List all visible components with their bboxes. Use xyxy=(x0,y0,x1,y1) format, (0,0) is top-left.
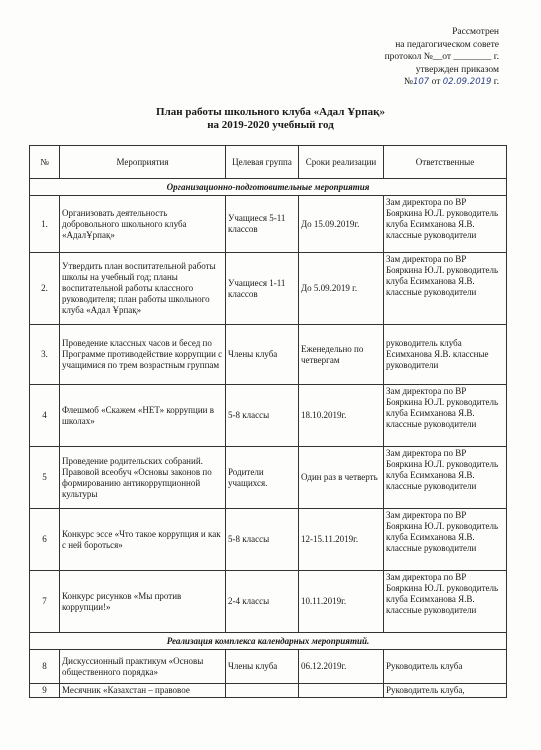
order-suffix: г. xyxy=(491,77,499,87)
row-num: 5 xyxy=(30,447,60,509)
row-event: Конкурс рисунков «Мы против коррупции!» xyxy=(60,571,226,633)
row-term: 18.10.2019г. xyxy=(299,385,384,447)
row-resp: Руководитель клуба xyxy=(384,650,507,684)
row-resp: Руководитель клуба, xyxy=(384,684,507,698)
row-term: До 15.09.2019г. xyxy=(299,196,384,253)
row-resp: Зам директора по ВР Бояркина Ю.Л. руководитель клуба Есимханова Я.В. классные руководители xyxy=(384,447,507,509)
row-event: Месячник «Казахстан – правовое xyxy=(60,684,226,698)
row-term: 12-15.11.2019г. xyxy=(299,509,384,571)
row-group: 5-8 классы xyxy=(226,509,299,571)
row-event: Проведение классных часов и бесед по Программе противодействие коррупции с учащимися по трем возрастным группам xyxy=(60,325,226,385)
order-mid: от xyxy=(429,77,443,87)
approval-line-1: Рассмотрен xyxy=(452,27,499,37)
title-line-2: на 2019-2020 учебный год xyxy=(207,119,334,131)
table-row xyxy=(30,509,507,571)
row-group: Члены клуба xyxy=(226,650,299,684)
table-row xyxy=(30,684,507,698)
row-term: До 5.09.2019 г. xyxy=(299,253,384,325)
row-group: 5-8 классы xyxy=(226,385,299,447)
row-group: Учащиеся 1-11 классов xyxy=(226,253,299,325)
approval-line-5 xyxy=(385,76,499,89)
section-row xyxy=(30,179,507,196)
approval-line-3: протокол №__от ________ г. xyxy=(384,52,499,62)
table-row xyxy=(30,571,507,633)
row-term: Еженедельно по четвергам xyxy=(299,325,384,385)
row-resp: Зам директора по ВР Бояркина Ю.Л. руководитель клуба Есимханова Я.В. классные руководители xyxy=(384,196,507,253)
row-num: 8 xyxy=(30,650,60,684)
header-term: Сроки реализации xyxy=(299,146,384,179)
row-group: Члены клуба xyxy=(226,325,299,385)
order-number: 107 xyxy=(412,77,430,87)
header-num: № xyxy=(30,146,60,179)
header-event: Мероприятия xyxy=(60,146,226,179)
document-title xyxy=(0,106,541,132)
approval-line-2: на педагогическом совете xyxy=(395,39,499,50)
header-resp: Ответственные xyxy=(384,146,507,179)
row-term: 10.11.2019г. xyxy=(299,571,384,633)
row-event: Дискуссионный практикум «Основы общественного порядка» xyxy=(60,650,226,684)
section-row xyxy=(30,633,507,650)
section-title-1: Организационно-подготовительные мероприятия xyxy=(30,179,507,196)
section-title-2: Реализация комплекса календарных мероприятий. xyxy=(30,633,507,650)
row-num: 6 xyxy=(30,509,60,571)
row-term: 06.12.2019г. xyxy=(299,650,384,684)
row-resp: Зам директора по ВР Бояркина Ю.Л. руководитель клуба Есимханова Я.В. классные руководители xyxy=(384,253,507,325)
order-prefix: № xyxy=(403,77,413,87)
row-event: Организовать деятельность добровольного школьного клуба «АдалҰрпақ» xyxy=(60,196,226,253)
order-date: 02.09.2019 xyxy=(442,77,492,87)
row-num: 9 xyxy=(30,684,60,698)
table-row xyxy=(30,253,507,325)
title-line-1: План работы школьного клуба «Адал Ұрпақ» xyxy=(156,106,385,118)
row-event: Проведение родительских собраний. Правовой всеобуч «Основы законов по формированию антикоррупционной культуры xyxy=(60,447,226,509)
table-row xyxy=(30,325,507,385)
approval-stamp xyxy=(385,26,499,89)
row-num: 2. xyxy=(30,253,60,325)
row-group: Учащиеся 5-11 классов xyxy=(226,196,299,253)
table-row xyxy=(30,650,507,684)
row-num: 4 xyxy=(30,385,60,447)
row-resp: Зам директора по ВР Бояркина Ю.Л. руководитель клуба Есимханова Я.В. классные руководители xyxy=(384,509,507,571)
row-resp: Зам директора по ВР Бояркина Ю.Л. руководитель клуба Есимханова Я.В. классные руководители xyxy=(384,571,507,633)
table-row xyxy=(30,447,507,509)
row-term: Один раз в четверть xyxy=(299,447,384,509)
row-event: Флешмоб «Скажем «НЕТ» коррупции в школах» xyxy=(60,385,226,447)
row-resp: Зам директора по ВР Бояркина Ю.Л. руководитель клуба Есимханова Я.В. классные руководители xyxy=(384,385,507,447)
table-row xyxy=(30,196,507,253)
row-num: 3. xyxy=(30,325,60,385)
approval-line-4: утвержден приказом xyxy=(415,64,499,75)
row-term xyxy=(299,684,384,698)
header-group: Целевая группа xyxy=(226,146,299,179)
row-group: Родители учащихся. xyxy=(226,447,299,509)
row-group: 2-4 классы xyxy=(226,571,299,633)
row-event: Конкурс эссе «Что такое коррупция и как с ней бороться» xyxy=(60,509,226,571)
row-resp: руководитель клуба Есимханова Я.В. классные руководители xyxy=(384,325,507,385)
row-event: Утвердить план воспитательной работы школы на учебный год; планы воспитательной работы классного руководителя; план работы школьного клуба «Адал Ұрпақ» xyxy=(60,253,226,325)
row-num: 7 xyxy=(30,571,60,633)
plan-table xyxy=(29,145,507,698)
row-num: 1. xyxy=(30,196,60,253)
row-group xyxy=(226,684,299,698)
table-row xyxy=(30,385,507,447)
table-header-row xyxy=(30,146,507,179)
